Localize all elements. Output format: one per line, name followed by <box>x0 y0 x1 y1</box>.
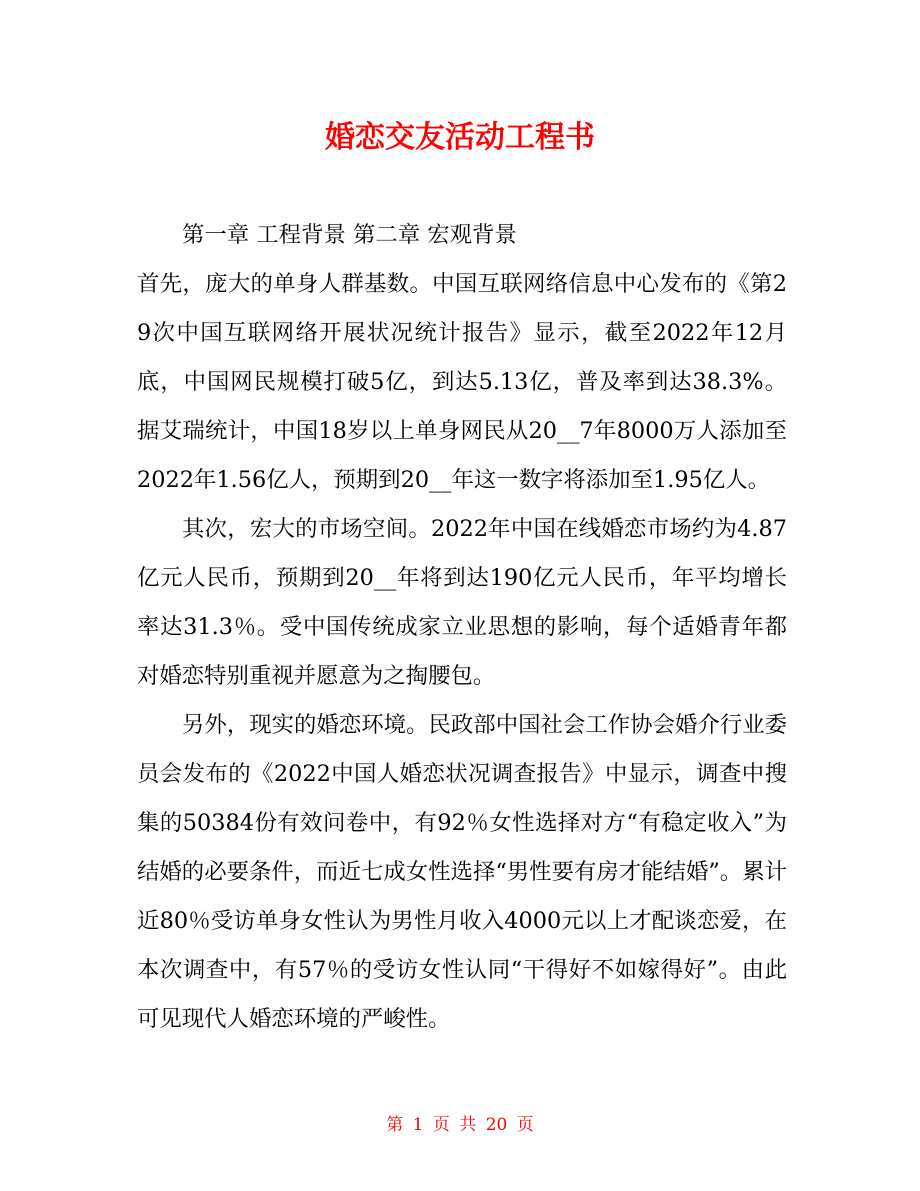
paragraph-marriage-environment: 另外，现实的婚恋环境。民政部中国社会工作协会婚介行业委员会发布的《2022中国人婚恋状况调查报告》中显示，调查中搜集的50384份有效问卷中，有92％女性选择对方“有稳定收入”为结婚的必要条件，而近七成女性选择“男性要有房才能结婚”。累计近80％受访单身女性认为男性月收入4000元以上才配谈恋爱，在本次调查中，有57％的受访女性认同“干得好不如嫁得好”。由此可见现代人婚恋环境的严峻性。 <box>137 712 787 1032</box>
document-title: 婚恋交友活动工程书 <box>325 120 595 155</box>
page-number-footer: 第 1 页 共 20 页 <box>386 1115 534 1135</box>
paragraph-market-space: 其次，宏大的市场空间。2022年中国在线婚恋市场约为4.87亿元人民币，预期到20__年将到达190亿元人民币，年平均增长率达31.3％。受中国传统成家立业思想的影响，每个适婚青年都对婚恋特别重视并愿意为之掏腰包。 <box>137 516 787 689</box>
chapter-heading-line: 第一章 工程背景 第二章 宏观背景 <box>182 222 517 248</box>
paragraph-single-population: 首先，庞大的单身人群基数。中国互联网络信息中心发布的《第29次中国互联网络开展状况统计报告》显示，截至2022年12月底，中国网民规模打破5亿，到达5.13亿，普及率到达38.3%。据艾瑞统计，中国18岁以上单身网民从20__7年8000万人添加至2022年1.56亿人，预期到20__年这一数字将添加至1.95亿人。 <box>137 271 787 493</box>
document-body <box>137 211 787 1044</box>
